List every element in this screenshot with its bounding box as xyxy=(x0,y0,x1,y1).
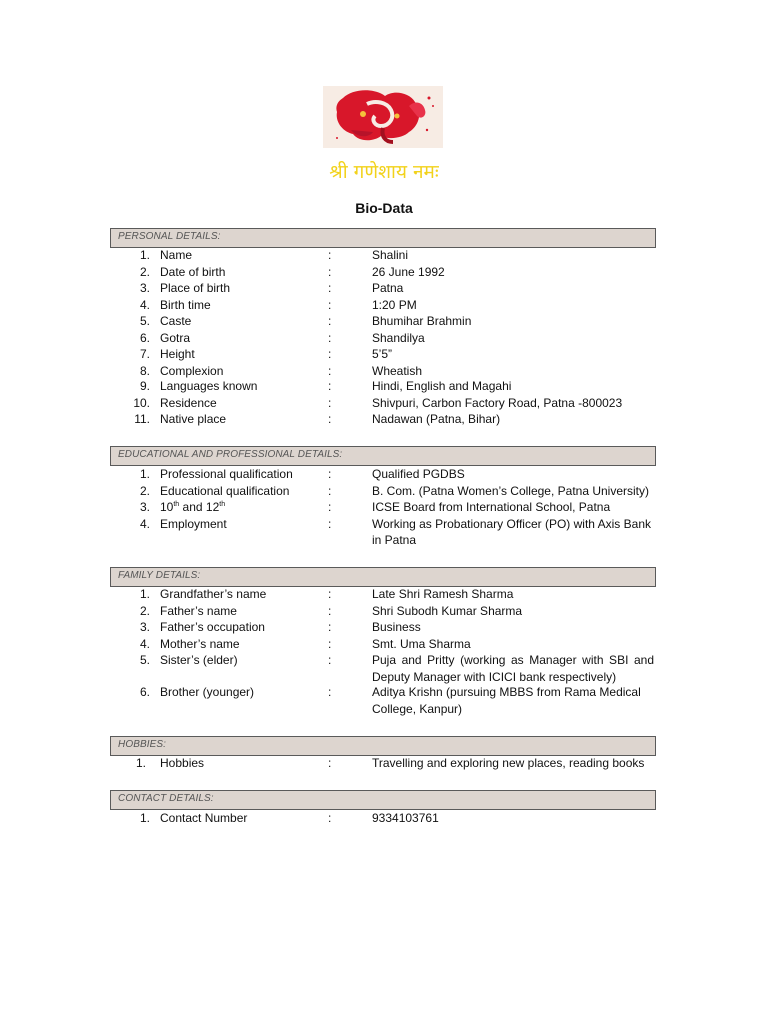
item-number: 1. xyxy=(139,811,150,825)
item-value: Late Shri Ramesh Sharma xyxy=(372,587,514,601)
section-family-header xyxy=(110,567,656,587)
item-value: Patna xyxy=(372,281,404,295)
separator: : xyxy=(328,467,332,481)
item-number: 11. xyxy=(134,412,150,426)
separator: : xyxy=(328,347,332,361)
item-number: 1. xyxy=(135,756,146,770)
item-label: Grandfather’s name xyxy=(160,587,267,601)
item-number: 3. xyxy=(139,500,150,514)
item-number: 8. xyxy=(139,363,150,378)
item-number: 4. xyxy=(139,297,150,312)
item-value: 5’5” xyxy=(372,347,393,361)
item-value: Wheatish xyxy=(372,363,423,378)
separator: : xyxy=(328,395,332,410)
mantra-heading: श्री गणेशाय नमः xyxy=(329,161,439,183)
item-label: Gotra xyxy=(160,330,191,345)
item-number: 3. xyxy=(139,620,150,634)
item-number: 1. xyxy=(139,467,150,481)
label-part: 10 xyxy=(160,500,174,514)
label-part: and 12 xyxy=(179,500,220,514)
separator: : xyxy=(328,587,332,601)
section-family-title: FAMILY DETAILS: xyxy=(118,570,201,581)
superscript: th xyxy=(173,501,180,508)
item-value: 1:20 PM xyxy=(372,297,417,312)
item-label: Father’s occupation xyxy=(160,620,265,634)
item-number: 2. xyxy=(139,264,150,279)
item-label xyxy=(160,499,225,516)
separator: : xyxy=(328,685,332,699)
item-value: B. Com. (Patna Women’s College, Patna University) xyxy=(372,483,650,498)
item-number: 7. xyxy=(139,347,150,361)
item-label: Professional qualification xyxy=(160,467,293,481)
section-contact-title: CONTACT DETAILS: xyxy=(118,793,214,804)
item-value: Hindi, English and Magahi xyxy=(372,379,512,393)
item-label: Hobbies xyxy=(160,756,205,770)
section-hobbies-header xyxy=(110,736,656,756)
item-label: Mother’s name xyxy=(160,636,240,651)
separator: : xyxy=(328,297,332,312)
item-value: Puja and Pritty (working as Manager with SBI and Deputy Manager with ICICI bank respectively) xyxy=(372,653,654,684)
item-value: 26 June 1992 xyxy=(372,264,445,279)
contact-number-value: 9334103761 xyxy=(372,811,439,825)
separator: : xyxy=(328,516,332,531)
item-number: 1. xyxy=(139,248,150,262)
item-label: Caste xyxy=(160,314,192,328)
item-value: Smt. Uma Sharma xyxy=(372,636,471,651)
separator: : xyxy=(328,483,332,498)
item-number: 5. xyxy=(139,314,150,328)
item-number: 6. xyxy=(139,330,150,345)
separator: : xyxy=(328,500,332,514)
item-number: 2. xyxy=(139,483,150,498)
separator: : xyxy=(328,363,332,378)
item-value: Nadawan (Patna, Bihar) xyxy=(372,412,501,426)
document-title: Bio-Data xyxy=(355,200,413,216)
item-number: 5. xyxy=(139,653,150,667)
item-label: Height xyxy=(160,347,195,361)
item-value: Bhumihar Brahmin xyxy=(372,314,472,328)
section-hobbies-title: HOBBIES: xyxy=(118,739,167,750)
separator: : xyxy=(328,379,332,393)
item-value: Shivpuri, Carbon Factory Road, Patna -800023 xyxy=(372,395,623,410)
separator: : xyxy=(328,636,332,651)
item-label: Place of birth xyxy=(160,281,231,295)
item-label: Employment xyxy=(160,516,227,531)
item-label: Name xyxy=(160,248,193,262)
ganesha-icon xyxy=(323,86,443,148)
item-value: Business xyxy=(372,620,421,634)
item-label: Residence xyxy=(160,395,217,410)
separator: : xyxy=(328,756,332,770)
item-value: Working as Probationary Officer (PO) with Axis Bank in Patna xyxy=(372,516,651,547)
item-number: 3. xyxy=(139,281,150,295)
item-value: Travelling and exploring new places, reading books xyxy=(372,756,645,770)
item-label: Contact Number xyxy=(160,811,248,825)
item-value: Shri Subodh Kumar Sharma xyxy=(372,603,523,618)
item-number: 9. xyxy=(139,379,150,393)
item-label: Educational qualification xyxy=(160,483,290,498)
item-number: 6. xyxy=(139,685,150,699)
separator: : xyxy=(328,620,332,634)
item-number: 1. xyxy=(139,587,150,601)
item-number: 4. xyxy=(139,636,150,651)
item-label: Birth time xyxy=(160,297,211,312)
item-label: Sister’s (elder) xyxy=(160,653,238,667)
section-education-header xyxy=(110,446,656,466)
section-contact-header xyxy=(110,790,656,810)
item-label: Brother (younger) xyxy=(160,685,255,699)
section-education-title: EDUCATIONAL AND PROFESSIONAL DETAILS: xyxy=(118,449,343,460)
section-personal-header xyxy=(110,228,656,248)
separator: : xyxy=(328,653,332,667)
item-value: Shandilya xyxy=(372,330,425,345)
section-personal-title: PERSONAL DETAILS: xyxy=(118,231,221,242)
item-value: ICSE Board from International School, Patna xyxy=(372,500,611,514)
superscript: th xyxy=(219,501,226,508)
separator: : xyxy=(328,314,332,328)
item-number: 2. xyxy=(139,603,150,618)
item-label: Complexion xyxy=(160,363,224,378)
separator: : xyxy=(328,412,332,426)
item-value: Aditya Krishn (pursuing MBBS from Rama Medical College, Kanpur) xyxy=(372,685,641,716)
item-label: Native place xyxy=(160,412,227,426)
item-value: Shalini xyxy=(372,248,409,262)
item-label: Languages known xyxy=(160,379,258,393)
separator: : xyxy=(328,281,332,295)
item-label: Father’s name xyxy=(160,603,237,618)
item-number: 4. xyxy=(139,516,150,531)
separator: : xyxy=(328,811,332,825)
separator: : xyxy=(328,603,332,618)
item-number: 10. xyxy=(133,395,150,410)
separator: : xyxy=(328,264,332,279)
separator: : xyxy=(328,248,332,262)
item-label: Date of birth xyxy=(160,264,226,279)
item-value: Qualified PGDBS xyxy=(372,467,465,481)
separator: : xyxy=(328,330,332,345)
